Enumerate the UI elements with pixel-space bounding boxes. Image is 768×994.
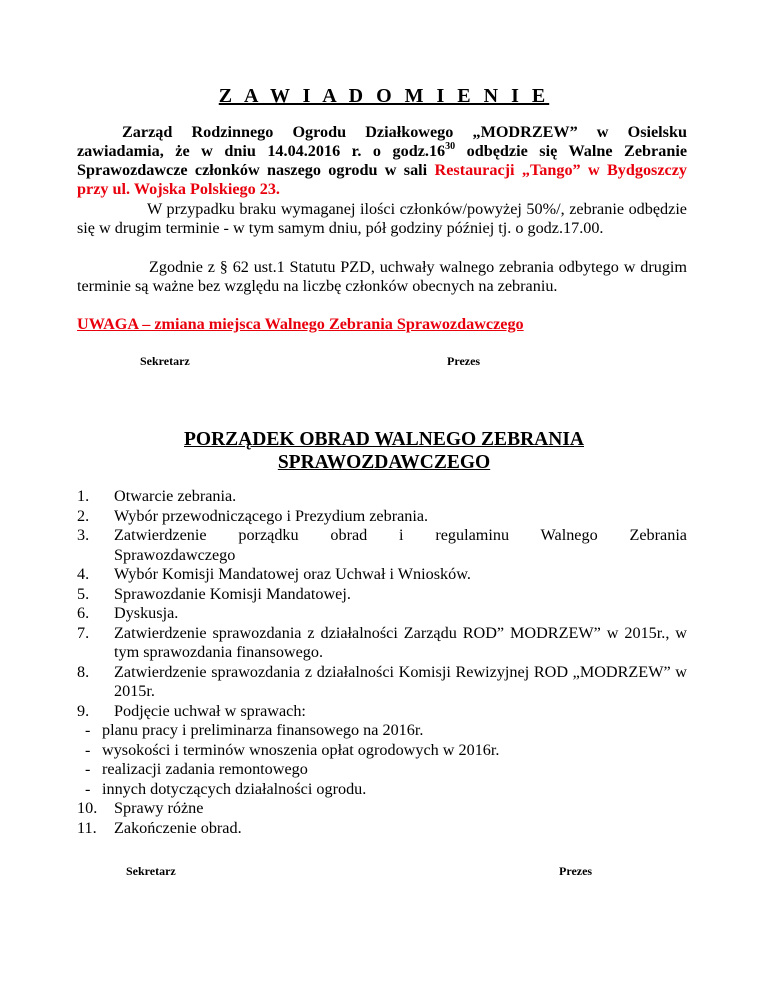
agenda-item-number: 6.	[77, 604, 90, 622]
agenda-signature-president: Prezes	[559, 864, 593, 878]
agenda-item-text: Dyskusja.	[114, 604, 179, 622]
agenda-item-number: 8.	[77, 662, 90, 681]
agenda-item-text: Zatwierdzenie sprawozdania z działalności Komisji Rewizyjnej ROD „MODRZEW” w 2015r.	[114, 662, 687, 700]
agenda-subitem	[77, 741, 687, 761]
notice-title: Z A W I A D O M I E N I E	[218, 85, 550, 107]
agenda-item-text: Sprawy różne	[114, 799, 204, 817]
agenda-item-number: 2.	[77, 506, 90, 525]
subitem-dash: -	[85, 760, 91, 778]
agenda-item	[77, 819, 687, 839]
agenda-item	[77, 487, 687, 507]
agenda-item	[77, 604, 687, 624]
agenda-item	[77, 799, 687, 819]
agenda-subitem-text: innych dotyczących działalności ogrodu.	[102, 779, 367, 798]
notice-signature-president: Prezes	[447, 354, 481, 368]
agenda-item-text: Wybór przewodniczącego i Prezydium zebrania.	[114, 506, 429, 525]
agenda-item-number: 4.	[77, 565, 90, 583]
agenda-item-text: Zatwierdzenie porządku obrad i regulaminu Walnego Zebrania	[114, 526, 687, 544]
agenda-item	[77, 624, 687, 663]
agenda-item-number: 9.	[77, 701, 90, 720]
subitem-dash: -	[85, 779, 91, 798]
agenda-item	[77, 565, 687, 585]
agenda-item-number: 5.	[77, 584, 90, 603]
agenda-signature-secretary: Sekretarz	[126, 864, 176, 878]
agenda-item-text: Sprawozdanie Komisji Mandatowej.	[114, 584, 351, 603]
agenda-subitem-text: realizacji zadania remontowego	[102, 760, 308, 778]
agenda-item	[77, 585, 687, 605]
notice-paragraph-statute: Zgodnie z § 62 ust.1 Statutu PZD, uchwały walnego zebrania odbytego w drugim terminie są ważne bez względu na liczbę członków obecnych na zebraniu.	[77, 258, 687, 295]
agenda-item	[77, 507, 687, 527]
notice-text-part-b: odbędzie się Walne Zebranie Sprawozdawcze członków naszego ogrodu w sali	[77, 142, 687, 179]
agenda-subitem	[77, 760, 687, 780]
agenda-list	[77, 487, 687, 838]
agenda-item-number: 1.	[77, 487, 90, 505]
notice-paragraph-main	[77, 123, 687, 199]
agenda-item-continuation	[77, 546, 687, 566]
agenda-item	[77, 526, 687, 546]
agenda-item-text: Podjęcie uchwał w sprawach:	[114, 701, 306, 720]
agenda-subitem	[77, 721, 687, 741]
agenda-heading-line-2: SPRAWOZDAWCZEGO	[277, 452, 491, 473]
subitem-dash: -	[85, 740, 91, 759]
agenda-heading	[0, 428, 768, 474]
agenda-subitem-text: planu pracy i preliminarza finansowego na 2016r.	[102, 721, 424, 739]
notice-paragraph-quorum: W przypadku braku wymaganej ilości członków/powyżej 50%/, zebranie odbędzie się w drugim terminie - w tym samym dniu, pół godziny później tj. o godz.17.00.	[77, 200, 687, 237]
agenda-item-text: Otwarcie zebrania.	[114, 487, 237, 505]
agenda-item	[77, 663, 687, 702]
time-superscript: 30	[445, 141, 456, 152]
agenda-item-text: Zatwierdzenie sprawozdania z działalności Zarządu ROD” MODRZEW” w 2015r., w tym sprawozdania finansowego.	[114, 623, 687, 661]
notice-venue-highlight: Restauracji „Tango” w Bydgoszczy przy ul. Wojska Polskiego 23.	[77, 161, 688, 198]
agenda-item-number: 3.	[77, 526, 90, 544]
agenda-item-text: Wybór Komisji Mandatowej oraz Uchwał i Wniosków.	[114, 565, 471, 583]
agenda-item-number: 11.	[77, 818, 97, 837]
agenda-subitem	[77, 780, 687, 800]
notice-text-part-a: Zarząd Rodzinnego Ogrodu Działkowego „MODRZEW” w Osielsku zawiadamia, że w dniu 14.04.2016 r. o godz.16	[77, 123, 687, 160]
subitem-dash: -	[85, 721, 91, 739]
agenda-item-number: 7.	[77, 623, 90, 642]
agenda-heading-line-1: PORZĄDEK OBRAD WALNEGO ZEBRANIA	[184, 429, 584, 450]
agenda-item-text: Sprawozdawczego	[114, 545, 236, 564]
agenda-item	[77, 702, 687, 722]
agenda-item-number: 10.	[77, 799, 98, 817]
agenda-subitem-text: wysokości i terminów wnoszenia opłat ogrodowych w 2016r.	[102, 740, 500, 759]
notice-signature-secretary: Sekretarz	[140, 354, 190, 368]
agenda-item-text: Zakończenie obrad.	[114, 818, 242, 837]
notice-warning: UWAGA – zmiana miejsca Walnego Zebrania Sprawozdawczego	[77, 315, 524, 333]
